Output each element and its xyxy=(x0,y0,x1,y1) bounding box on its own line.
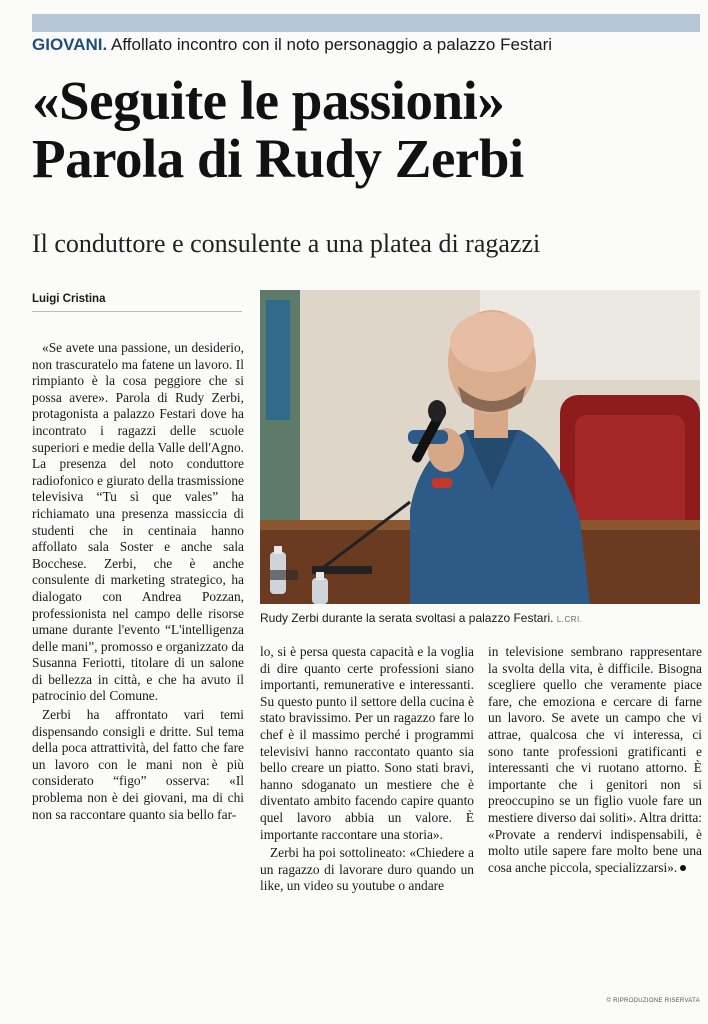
article-photo xyxy=(260,290,700,604)
headline-line-2: Parola di Rudy Zerbi xyxy=(32,128,524,189)
article-column-3 xyxy=(488,644,702,878)
paragraph: lo, si è persa questa capacità e la voglia di dire quanto certe professioni siano importanti, remunerative e interessanti. Su questo punto il settore della cucina è stato bravissimo. Per un ragazzo fare lo chef è il massimo perché i programmi televisivi hanno raccontato quanto sia bello creare un piatto. Sono stati bravi, hanno sdoganato un mestiere che è diventato ambito facendo capire quanto quel lavoro abbia un valore. È importante raccontare una storia». xyxy=(260,644,474,842)
kicker-tag: GIOVANI. xyxy=(32,35,108,54)
article-column-1 xyxy=(32,340,244,825)
headline xyxy=(32,72,700,188)
paragraph: «Se avete una passione, un desiderio, non trascuratelo ma fatene un lavoro. Il rimpianto è la cosa peggiore che si possa avere». Parola di Rudy Zerbi, protagonista a palazzo Festari dove ha incontrato i ragazzi delle scuole superiori e medie della Valle dell'Agno. La presenza del noto conduttore radiofonico e giurato della trasmissione televisiva “Tu sì que vales” ha richiamato una presenza massiccia di studenti che in centinaia hanno affollato sala Soster e anche sala Bocchese. Zerbi, che è anche consulente di marketing strategico, ha dialogato con Andrea Pozzan, professionista nel campo delle risorse umane durante l'evento “L'intelligenza delle mani”, promosso e organizzato da Susanna Feriotti, titolare di un salone di bellezza in città, e che ha avuto il patrocinio del Comune. xyxy=(32,340,244,704)
header-color-bar xyxy=(32,14,700,32)
copyright-notice: © RIPRODUZIONE RISERVATA xyxy=(606,998,700,1004)
paragraph xyxy=(488,644,702,876)
photo-credit: L.CRI. xyxy=(556,615,583,624)
photo-caption xyxy=(260,610,700,628)
paragraph: Zerbi ha affrontato vari temi dispensando consigli e dritte. Sul tema della poca attrattività, del fatto che fare un lavoro con le mani non è più considerato “figo” osserva: «Il problema non è dei giovani, ma di chi non sa raccontare quanto sia bello far- xyxy=(32,707,244,822)
kicker-text: Affollato incontro con il noto personaggio a palazzo Festari xyxy=(111,35,553,54)
paragraph: Zerbi ha poi sottolineato: «Chiedere a un ragazzo di lavorare duro quando un like, un video su youtube o andare xyxy=(260,845,474,894)
headline-line-1: «Seguite le passioni» xyxy=(32,70,505,131)
end-of-article-bullet-icon xyxy=(680,865,686,871)
paragraph-text: in televisione sembrano rappresentare la svolta della vita, è difficile. Bisogna scegliere quello che veramente piace fare, che emoziona e cercare di farne un lavoro. Se avete un campo che vi attrae, qualcosa che vi interessa, ci sono tante professioni gratificanti e interessanti che vi ruotano attorno. È importante che i genitori non si preoccupino se un figlio vuole fare un mestiere diverso dai soliti». Altra dritta: «Provate a rendervi indispensabili, è molto utile sapere fare molto bene una cosa anche piccola, specializzarsi». xyxy=(488,644,702,875)
photo-illustration xyxy=(260,290,700,604)
caption-text: Rudy Zerbi durante la serata svoltasi a palazzo Festari. xyxy=(260,611,554,625)
article-column-2 xyxy=(260,644,474,897)
author-byline: Luigi Cristina xyxy=(32,291,242,312)
subheadline: Il conduttore e consulente a una platea di ragazzi xyxy=(32,229,541,258)
kicker xyxy=(32,34,700,56)
